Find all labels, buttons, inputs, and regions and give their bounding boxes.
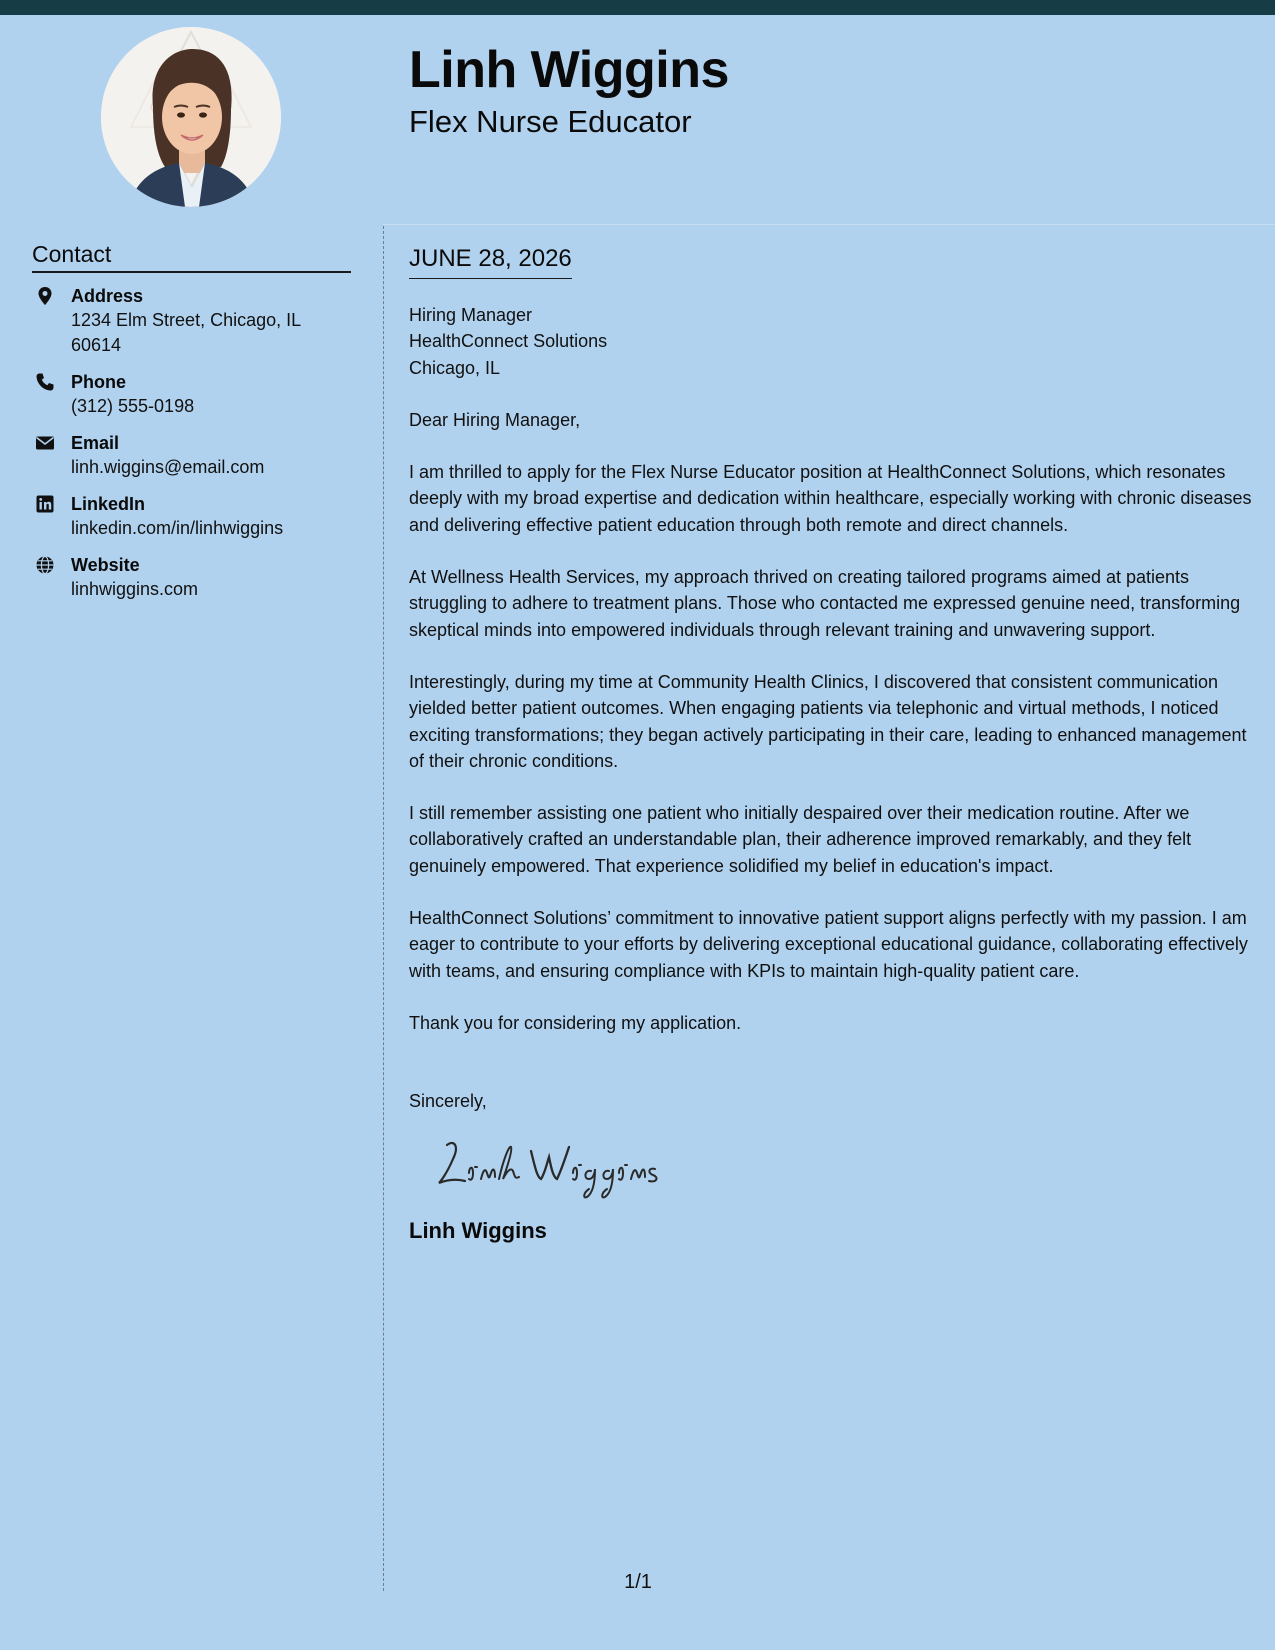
- linkedin-value: linkedin.com/in/linhwiggins: [71, 518, 284, 538]
- map-pin-icon: [35, 286, 55, 306]
- letter-date: JUNE 28, 2026: [409, 245, 572, 279]
- recipient-line: Chicago, IL: [409, 357, 501, 378]
- contact-item-linkedin: [32, 492, 352, 541]
- column-divider: [383, 226, 384, 1591]
- linkedin-icon: [35, 494, 55, 514]
- contact-label: Website: [71, 555, 140, 575]
- letter-paragraph: I still remember assisting one patient who initially despaired over their medication routine. After we collaboratively crafted an understandable plan, their adherence improved remarkably, and they felt genuinely empowered. That experience solidified my belief in education's impact.: [409, 803, 1192, 876]
- contact-list: [32, 284, 352, 614]
- contact-item-phone: [32, 370, 352, 419]
- contact-label: Address: [71, 286, 144, 306]
- recipient-line: Hiring Manager: [409, 305, 533, 325]
- envelope-icon: [35, 433, 55, 453]
- contact-item-address: [32, 284, 352, 358]
- contact-item-email: [32, 431, 352, 480]
- recipient-block: [409, 302, 1254, 381]
- phone-value: (312) 555-0198: [71, 396, 195, 416]
- applicant-name: Linh Wiggins: [409, 41, 729, 99]
- phone-icon: [35, 372, 55, 392]
- globe-icon: [35, 555, 55, 575]
- applicant-title: Flex Nurse Educator: [409, 104, 692, 139]
- address-value: 1234 Elm Street, Chicago, IL 60614: [71, 310, 301, 355]
- closing: Sincerely,: [409, 1091, 487, 1112]
- contact-item-website: [32, 553, 352, 602]
- letter-body: [409, 302, 1254, 1244]
- letter-paragraph: At Wellness Health Services, my approach thrived on creating tailored programs aimed at patients struggling to adhere to treatment plans. Those who contacted me expressed genuine need, transforming skeptical minds into empowered individuals through relevant training and unwavering support.: [409, 567, 1241, 640]
- contact-label: LinkedIn: [71, 494, 146, 514]
- letter-paragraph: I am thrilled to apply for the Flex Nurse Educator position at HealthConnect Solutions, which resonates deeply with my broad expertise and dedication within healthcare, especially working with chronic diseases and delivering effective patient education through both remote and direct channels.: [409, 462, 1252, 535]
- page-number: 1/1: [624, 1571, 652, 1593]
- contact-heading: Contact: [32, 241, 112, 267]
- contact-label: Phone: [71, 372, 127, 392]
- letter-paragraph: Thank you for considering my application.: [409, 1012, 742, 1033]
- top-bar: [0, 0, 1275, 15]
- email-value: linh.wiggins@email.com: [71, 457, 265, 477]
- contact-label: Email: [71, 433, 120, 453]
- letter-paragraph: HealthConnect Solutions’ commitment to innovative patient support aligns perfectly with my passion. I am eager to contribute to your efforts by delivering exceptional educational guidance, collaborating effectively with teams, and ensuring compliance with KPIs to maintain high-quality patient care.: [409, 908, 1248, 981]
- signed-name: Linh Wiggins: [409, 1217, 547, 1243]
- letter-paragraph: Interestingly, during my time at Community Health Clinics, I discovered that consistent communication yielded better patient outcomes. When engaging patients via telephonic and virtual methods, I noticed exciting transformations; they began actively participating in their care, leading to enhanced management of their chronic conditions.: [409, 671, 1247, 771]
- salutation: Dear Hiring Manager,: [409, 409, 581, 430]
- avatar: [101, 27, 281, 207]
- contact-rule: [32, 271, 351, 273]
- handwritten-signature: [433, 1133, 673, 1203]
- website-value: linhwiggins.com: [71, 579, 199, 599]
- recipient-line: HealthConnect Solutions: [409, 331, 608, 352]
- header-rule: [383, 224, 1275, 225]
- profile-photo: [101, 27, 281, 207]
